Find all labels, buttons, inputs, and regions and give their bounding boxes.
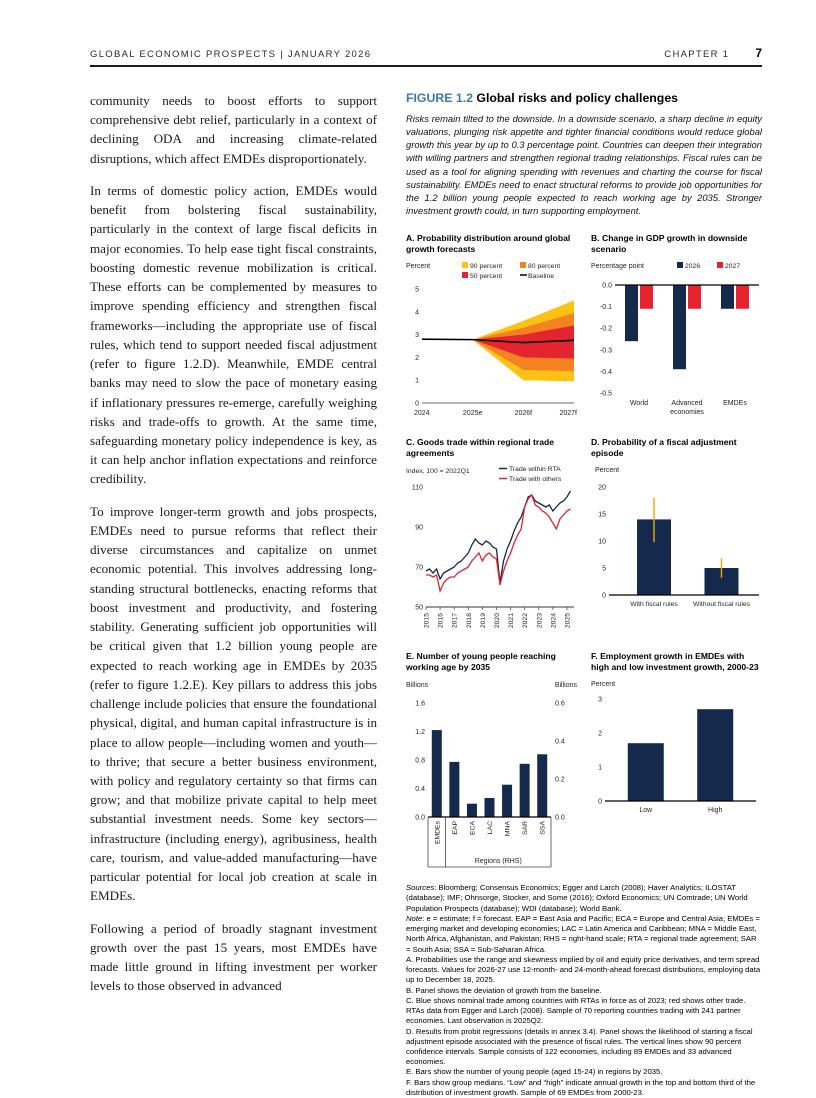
note-text: : e = estimate; f = forecast. EAP = East Asia and Pacific; ECA = Europe and Central Asia; EMDEs = emerging market and developing economies; LAC = Latin America and Caribbean; MNA = Middle East, North Africa, Afghanistan, and Pakistan; RHS = right-hand scale; RTA = regional trade agreement; SAR = South Asia; SSA = Sub-Saharan Africa. [406,913,760,954]
svg-text:15: 15 [598,511,606,519]
chart-b-grouped-bar-chart [591,259,762,425]
sources-label: Sources [406,883,435,893]
svg-text:2026f: 2026f [514,410,533,418]
svg-text:2027f: 2027f [559,410,577,418]
svg-text:Trade within RTA: Trade within RTA [509,466,561,474]
svg-text:SSA: SSA [539,821,547,835]
svg-text:Without fiscal rules: Without fiscal rules [692,601,751,609]
sources-line [406,883,762,914]
svg-text:2: 2 [415,355,419,363]
figure-panel-f [591,651,762,873]
svg-text:MNA: MNA [504,821,512,837]
chart-c-line-chart [406,463,577,639]
svg-text:Percentage point: Percentage point [591,263,644,271]
svg-text:0.2: 0.2 [555,776,565,784]
svg-text:SAR: SAR [522,821,530,836]
panel-a-title: A. Probability distribution around global growth forecasts [406,233,571,254]
svg-text:World: World [629,400,649,408]
panel-f-title: F. Employment growth in EMDEs with high and low investment growth, 2000-23 [591,651,759,672]
svg-text:0.4: 0.4 [415,786,425,794]
svg-text:ECA: ECA [469,821,477,836]
svg-text:0: 0 [602,592,606,600]
svg-text:70: 70 [415,564,423,572]
panel-note-b: B. Panel shows the deviation of growth from the baseline. [406,985,602,995]
page-number: 7 [755,46,762,60]
panel-note-d: D. Results from probit regressions (details in annex 3.4). Panel shows the likelihood of starting a fiscal adjustment episode associated with the presence of fiscal rules. The vertical lines show 90 percent confidence intervals. Sample consists of 122 economies, including 89 EMDEs and 33 advanced economies. [406,1026,753,1067]
svg-text:2026: 2026 [685,263,701,271]
svg-text:0: 0 [598,798,602,806]
svg-text:0.4: 0.4 [555,738,565,746]
svg-text:5: 5 [415,286,419,294]
svg-text:90 percent: 90 percent [470,263,503,271]
panel-b-title: B. Change in GDP growth in downside scenario [591,233,748,254]
svg-text:0: 0 [415,400,419,408]
svg-text:Percent: Percent [595,467,620,475]
svg-text:10: 10 [598,538,606,546]
panel-c-title: C. Goods trade within regional trade agreements [406,437,555,458]
svg-text:Advanced: Advanced [671,400,703,408]
running-title: GLOBAL ECONOMIC PROSPECTS | JANUARY 2026 [90,49,372,60]
figure-panel-a [406,233,577,425]
svg-text:2021: 2021 [508,613,516,629]
svg-text:2024: 2024 [550,613,558,629]
svg-text:Trade with others: Trade with others [509,476,562,484]
svg-text:3: 3 [415,332,419,340]
svg-text:-0.2: -0.2 [599,325,612,333]
svg-text:EAP: EAP [451,821,459,835]
svg-text:0.0: 0.0 [602,282,612,290]
figure-column [406,91,762,1098]
svg-text:Billions: Billions [554,682,577,690]
svg-text:2018: 2018 [465,613,473,629]
svg-text:Percent: Percent [406,263,431,271]
panel-note-f: F. Bars show group medians. “Low” and “high” indicate annual growth in the top and bottom third of the distribution of investment growth. Sample of 69 EMDEs from 2000-23. [406,1077,756,1097]
svg-text:50: 50 [415,604,423,612]
svg-text:Percent: Percent [591,681,616,689]
svg-text:0.8: 0.8 [415,757,425,765]
svg-text:High: High [708,807,723,815]
svg-text:Baseline: Baseline [528,273,555,281]
document-page [90,46,762,1098]
page-header [90,46,762,60]
svg-text:-0.5: -0.5 [599,390,612,398]
svg-text:90: 90 [415,524,423,532]
figure-panel-d [591,437,762,639]
svg-text:2027: 2027 [725,263,741,271]
svg-text:2020: 2020 [493,613,501,629]
svg-text:2019: 2019 [479,613,487,629]
svg-text:Billions: Billions [406,682,429,690]
header-rule [90,65,762,67]
svg-text:LAC: LAC [487,821,494,835]
svg-text:1.2: 1.2 [415,729,425,737]
svg-text:2023: 2023 [536,613,544,629]
chart-f-bar-chart [591,677,762,819]
svg-text:2: 2 [598,730,602,738]
panel-note-c: C. Blue shows nominal trade among countries with RTAs in force as of 2023; red shows other trade. RTAs data from Egger and Larch (2008). Sample of 70 reporting countries trading with 241 partner economies. Last observation is 2025Q2. [406,995,746,1026]
panel-note-a: A. Probabilities use the range and skewness implied by oil and equity price derivatives, and term spread forecasts. Values for 2026-27 use 12-month- and 24-month-ahead forecast distributions, employing data up to December 18, 2025. [406,954,761,985]
note-label: Note [406,913,423,923]
panel-e-title: E. Number of young people reaching working age by 2035 [406,651,556,672]
figure-panel-e [406,651,577,873]
panel-d-title: D. Probability of a fiscal adjustment episode [591,437,737,458]
figure-panels [406,233,762,873]
figure-title [406,91,762,105]
svg-text:Index, 100 = 2022Q1: Index, 100 = 2022Q1 [406,468,470,476]
svg-text:0.6: 0.6 [555,700,565,708]
svg-text:2022: 2022 [522,613,530,629]
svg-text:1: 1 [598,764,602,772]
svg-text:Low: Low [639,807,653,815]
svg-text:4: 4 [415,309,419,317]
chart-e-dual-axis-bar-chart [406,677,577,873]
figure-label: FIGURE 1.2 [406,91,473,105]
svg-text:80 percent: 80 percent [528,263,561,271]
svg-text:0.0: 0.0 [555,814,565,822]
svg-text:2016: 2016 [437,613,445,629]
chart-d-error-bar-chart [591,463,762,613]
body-text-column [90,91,377,1098]
figure-panel-c [406,437,577,639]
svg-text:3: 3 [598,696,602,704]
chart-a-fan-chart [406,259,577,417]
svg-text:-0.4: -0.4 [599,369,612,377]
body-paragraph: To improve longer-term growth and jobs prospects, EMDEs need to pursue reforms that reflect their diverse circumstances and capitalize on unmet economic potential. This involves addressing long-standing structural bottlenecks, enacting reforms that boost investment and productivity, and fostering stability. Generating sufficient job opportunities will be critical given that 1.2 billion young people are expected to reach working age in EMDEs by 2035 (refer to figure 1.2.E). Key pillars to address this jobs challenge include policies that ensure the foundational physical, digital, and human capital infrastructure is in place to allow people—including women and youth—to thrive; that secure a better business environment, with policy and regulatory certainty so that firms can grow; and that mobilize private capital to help meet substantial investment needs. Some key sectors—infrastructure (including energy), agribusiness, health care, tourism, and value-added manufacturing—have particular potential for local job creation at scale in EMDEs. [90,503,377,904]
figure-panel-b [591,233,762,425]
body-paragraph: community needs to boost efforts to support comprehensive debt relief, particularly in a context of declining ODA and increasing climate-related disruptions, which affect EMDEs disproportionately. [90,93,377,166]
svg-text:Regions (RHS): Regions (RHS) [474,858,522,866]
svg-text:2024: 2024 [414,410,430,418]
svg-text:50 percent: 50 percent [470,273,503,281]
svg-text:2017: 2017 [451,613,459,629]
svg-text:EMDEs: EMDEs [434,821,442,845]
note-line [406,914,762,955]
chapter-label: CHAPTER 1 [664,49,730,60]
svg-text:20: 20 [598,484,606,492]
svg-text:5: 5 [602,565,606,573]
svg-text:EMDEs: EMDEs [723,400,747,408]
svg-text:2025e: 2025e [462,410,483,418]
svg-text:economies: economies [670,409,704,417]
figure-title-text: Global risks and policy challenges [476,91,678,105]
figure-caption: Risks remain tilted to the downside. In a downside scenario, a sharp decline in equity valuations, plunging risk appetite and tighter financial conditions would reduce global growth this year by up to 0.3 percentage point. Countries can deepen their integration with willing partners and strengthen regional trading relationships. Fiscal rules can be used as a tool for aligning spending with revenues and charting the course for fiscal sustainability. EMDEs need to enact structural reforms to provide job opportunities for the 1.2 billion young people expected to reach working age by 2035. Stronger investment growth could, in turn supporting employment. [406,113,762,217]
svg-text:1.6: 1.6 [415,700,425,708]
body-paragraph: Following a period of broadly stagnant investment growth over the past 15 years, most EMDEs have made little ground in lifting investment per worker levels to those observed in advanced [90,920,377,994]
sources-text: : Bloomberg; Consensus Economics; Egger and Larch (2008); Haver Analytics; ILOSTAT (database); IMF; Ohnsorge, Stocker, and Some (2016); Oxford Economics; UN Comtrade; UN World Population Prospects (database); WDI (database); World Bank. [406,883,748,913]
svg-text:2025: 2025 [564,613,572,629]
svg-text:-0.1: -0.1 [599,304,612,312]
figure-backmatter [406,883,762,1098]
svg-text:1: 1 [415,377,419,385]
svg-text:110: 110 [411,484,423,492]
body-paragraph: In terms of domestic policy action, EMDEs would benefit from bolstering fiscal sustainability, particularly in the context of large fiscal deficits in major economies. To help ease tight fiscal constraints, boosting domestic revenue mobilization is critical. These efforts can be complemented by measures to improve spending efficiency and strengthen fiscal frameworks—including the appropriate use of fiscal rules, which tend to support needed fiscal adjustment (refer to figure 1.2.D). Meanwhile, EMDE central banks may need to slow the pace of monetary easing if inflationary pressures re-emerge, carefully weighing risks and trade-offs to growth. At the same time, safeguarding monetary policy independence is key, as it can help anchor inflation expectations and reinforce credibility. [90,182,377,487]
panel-note-e: E. Bars show the number of young people (aged 15-24) in regions by 2035. [406,1067,663,1077]
svg-text:-0.3: -0.3 [599,347,612,355]
svg-text:0.0: 0.0 [415,814,425,822]
svg-text:With fiscal rules: With fiscal rules [630,601,678,609]
svg-text:2015: 2015 [423,613,431,629]
